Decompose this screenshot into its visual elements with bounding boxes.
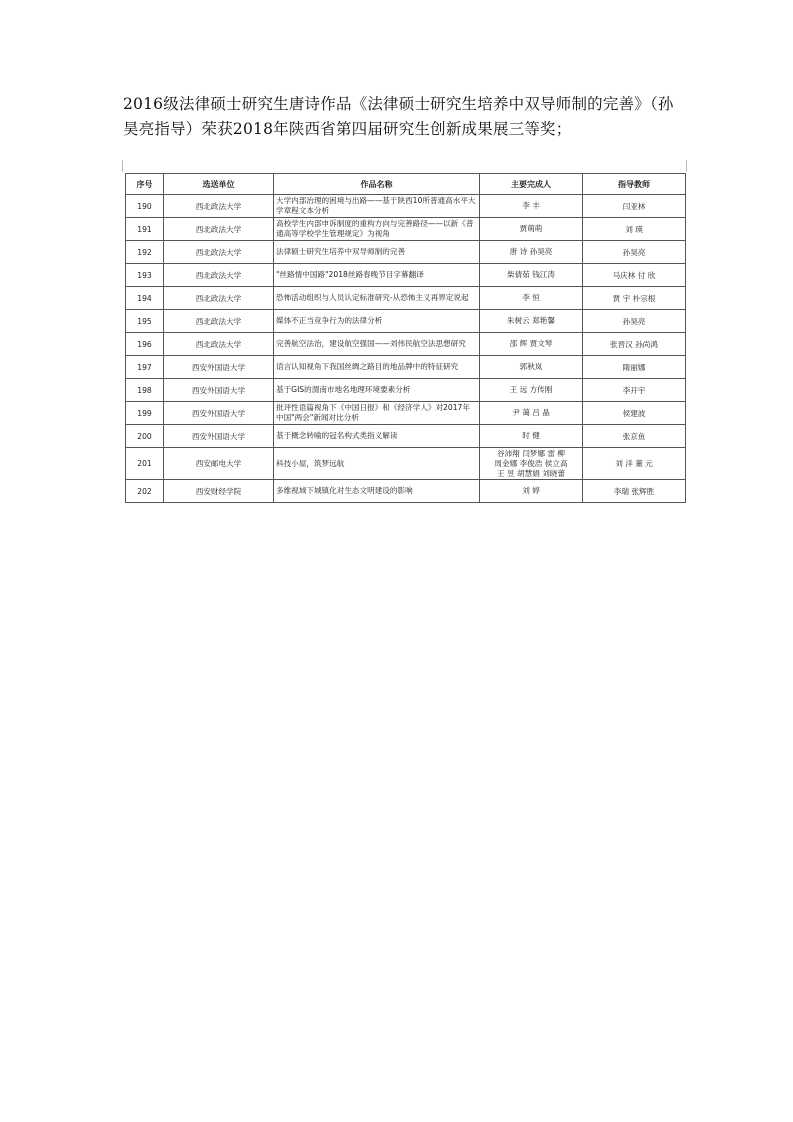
table-row xyxy=(126,402,686,425)
awards-table xyxy=(125,173,686,503)
cell-title: 语言认知视角下我国丝绸之路目的地品牌中的特征研究 xyxy=(274,356,480,379)
header-title: 作品名称 xyxy=(274,174,480,195)
cell-advisors: 孙昊亮 xyxy=(583,310,686,333)
cell-title: 基于GIS的渭南市地名地理环境要素分析 xyxy=(274,379,480,402)
cell-authors: 时 健 xyxy=(480,425,583,448)
table-row xyxy=(126,480,686,503)
cell-authors: 王 远 方传刚 xyxy=(480,379,583,402)
table-header-row xyxy=(126,174,686,195)
cell-unit: 西北政法大学 xyxy=(164,195,274,218)
cell-no: 193 xyxy=(126,264,164,287)
cell-advisors: 贾 宇 朴宗根 xyxy=(583,287,686,310)
cell-advisors: 马庆林 付 欣 xyxy=(583,264,686,287)
cell-no: 192 xyxy=(126,241,164,264)
cell-authors: 朱树云 郑艳馨 xyxy=(480,310,583,333)
table-row xyxy=(126,195,686,218)
cell-advisors: 闫亚林 xyxy=(583,195,686,218)
cell-advisors: 李瑞 张辉胜 xyxy=(583,480,686,503)
cell-authors: 唐 诗 孙昊亮 xyxy=(480,241,583,264)
cell-unit: 西安财经学院 xyxy=(164,480,274,503)
cell-unit: 西安外国语大学 xyxy=(164,356,274,379)
cell-unit: 西北政法大学 xyxy=(164,287,274,310)
cell-no: 198 xyxy=(126,379,164,402)
header-authors: 主要完成人 xyxy=(480,174,583,195)
page-heading: 2016级法律硕士研究生唐诗作品《法律硕士研究生培养中双导师制的完善》（孙昊亮指导）荣获2018年陕西省第四届研究生创新成果展三等奖； xyxy=(123,95,674,138)
table-row xyxy=(126,287,686,310)
table-row xyxy=(126,310,686,333)
cell-unit: 西北政法大学 xyxy=(164,241,274,264)
cell-no: 200 xyxy=(126,425,164,448)
cell-title: 基于概念转喻的冠名构式类指义解读 xyxy=(274,425,480,448)
table-row xyxy=(126,425,686,448)
cell-unit: 西北政法大学 xyxy=(164,310,274,333)
cell-unit: 西安外国语大学 xyxy=(164,402,274,425)
cell-unit: 西北政法大学 xyxy=(164,264,274,287)
cell-advisors: 张京鱼 xyxy=(583,425,686,448)
cell-title: "丝路情中国路"2018丝路春晚节目字幕翻译 xyxy=(274,264,480,287)
header-unit: 选送单位 xyxy=(164,174,274,195)
cell-authors: 邵 辉 贾文琴 xyxy=(480,333,583,356)
cell-no: 196 xyxy=(126,333,164,356)
cell-unit: 西安邮电大学 xyxy=(164,448,274,480)
cell-no: 195 xyxy=(126,310,164,333)
table-row xyxy=(126,379,686,402)
cell-advisors: 隋丽娜 xyxy=(583,356,686,379)
cell-no: 194 xyxy=(126,287,164,310)
cell-title: 科技小屋，筑梦远航 xyxy=(274,448,480,480)
crop-mark xyxy=(686,160,687,172)
cell-advisors: 侯建波 xyxy=(583,402,686,425)
cell-authors: 柴倩茹 钱江涛 xyxy=(480,264,583,287)
cell-authors: 尹 蔼 吕 晶 xyxy=(480,402,583,425)
cell-no: 202 xyxy=(126,480,164,503)
header-advisors: 指导教师 xyxy=(583,174,686,195)
cell-title: 批评性语篇视角下《中国日报》和《经济学人》对2017年中国"两会"新闻对比分析 xyxy=(274,402,480,425)
cell-authors: 郭秋岚 xyxy=(480,356,583,379)
cell-no: 190 xyxy=(126,195,164,218)
table-row xyxy=(126,333,686,356)
table-row xyxy=(126,448,686,480)
cell-authors: 李 恒 xyxy=(480,287,583,310)
table-row xyxy=(126,218,686,241)
table-body xyxy=(126,195,686,503)
table-row xyxy=(126,241,686,264)
cell-unit: 西北政法大学 xyxy=(164,333,274,356)
cell-title: 法律硕士研究生培养中双导师制的完善 xyxy=(274,241,480,264)
table-row xyxy=(126,264,686,287)
cell-authors: 谷沛翔 闫梦娜 雷 柳 周金娜 李俊浩 侯立高 王 昱 胡慧娟 刘晓蕾 xyxy=(480,448,583,480)
cell-title: 大学内部治理的困境与出路——基于陕西10所普通高水平大学章程文本分析 xyxy=(274,195,480,218)
cell-authors: 贾萌萌 xyxy=(480,218,583,241)
crop-mark xyxy=(122,160,123,172)
cell-title: 恐怖活动组织与人员认定标准研究-从恐怖主义再界定说起 xyxy=(274,287,480,310)
cell-authors: 李 丰 xyxy=(480,195,583,218)
cell-unit: 西安外国语大学 xyxy=(164,425,274,448)
cell-no: 199 xyxy=(126,402,164,425)
cell-unit: 西安外国语大学 xyxy=(164,379,274,402)
cell-title: 高校学生内部申诉制度的重构方向与完善路径——以新《普通高等学校学生管理规定》为视角 xyxy=(274,218,480,241)
cell-advisors: 张晋汉 孙尚鸿 xyxy=(583,333,686,356)
cell-title: 媒体不正当竞争行为的法律分析 xyxy=(274,310,480,333)
cell-advisors: 李开宇 xyxy=(583,379,686,402)
cell-no: 191 xyxy=(126,218,164,241)
cell-title: 多维视域下城镇化对生态文明建设的影响 xyxy=(274,480,480,503)
table-row xyxy=(126,356,686,379)
cell-advisors: 刘 瑛 xyxy=(583,218,686,241)
cell-advisors: 孙昊亮 xyxy=(583,241,686,264)
cell-no: 197 xyxy=(126,356,164,379)
header-no: 序号 xyxy=(126,174,164,195)
cell-advisors: 刘 洋 董 元 xyxy=(583,448,686,480)
cell-title: 完善航空法治，建设航空强国——刘伟民航空法思想研究 xyxy=(274,333,480,356)
cell-unit: 西北政法大学 xyxy=(164,218,274,241)
cell-no: 201 xyxy=(126,448,164,480)
cell-authors: 刘 婷 xyxy=(480,480,583,503)
